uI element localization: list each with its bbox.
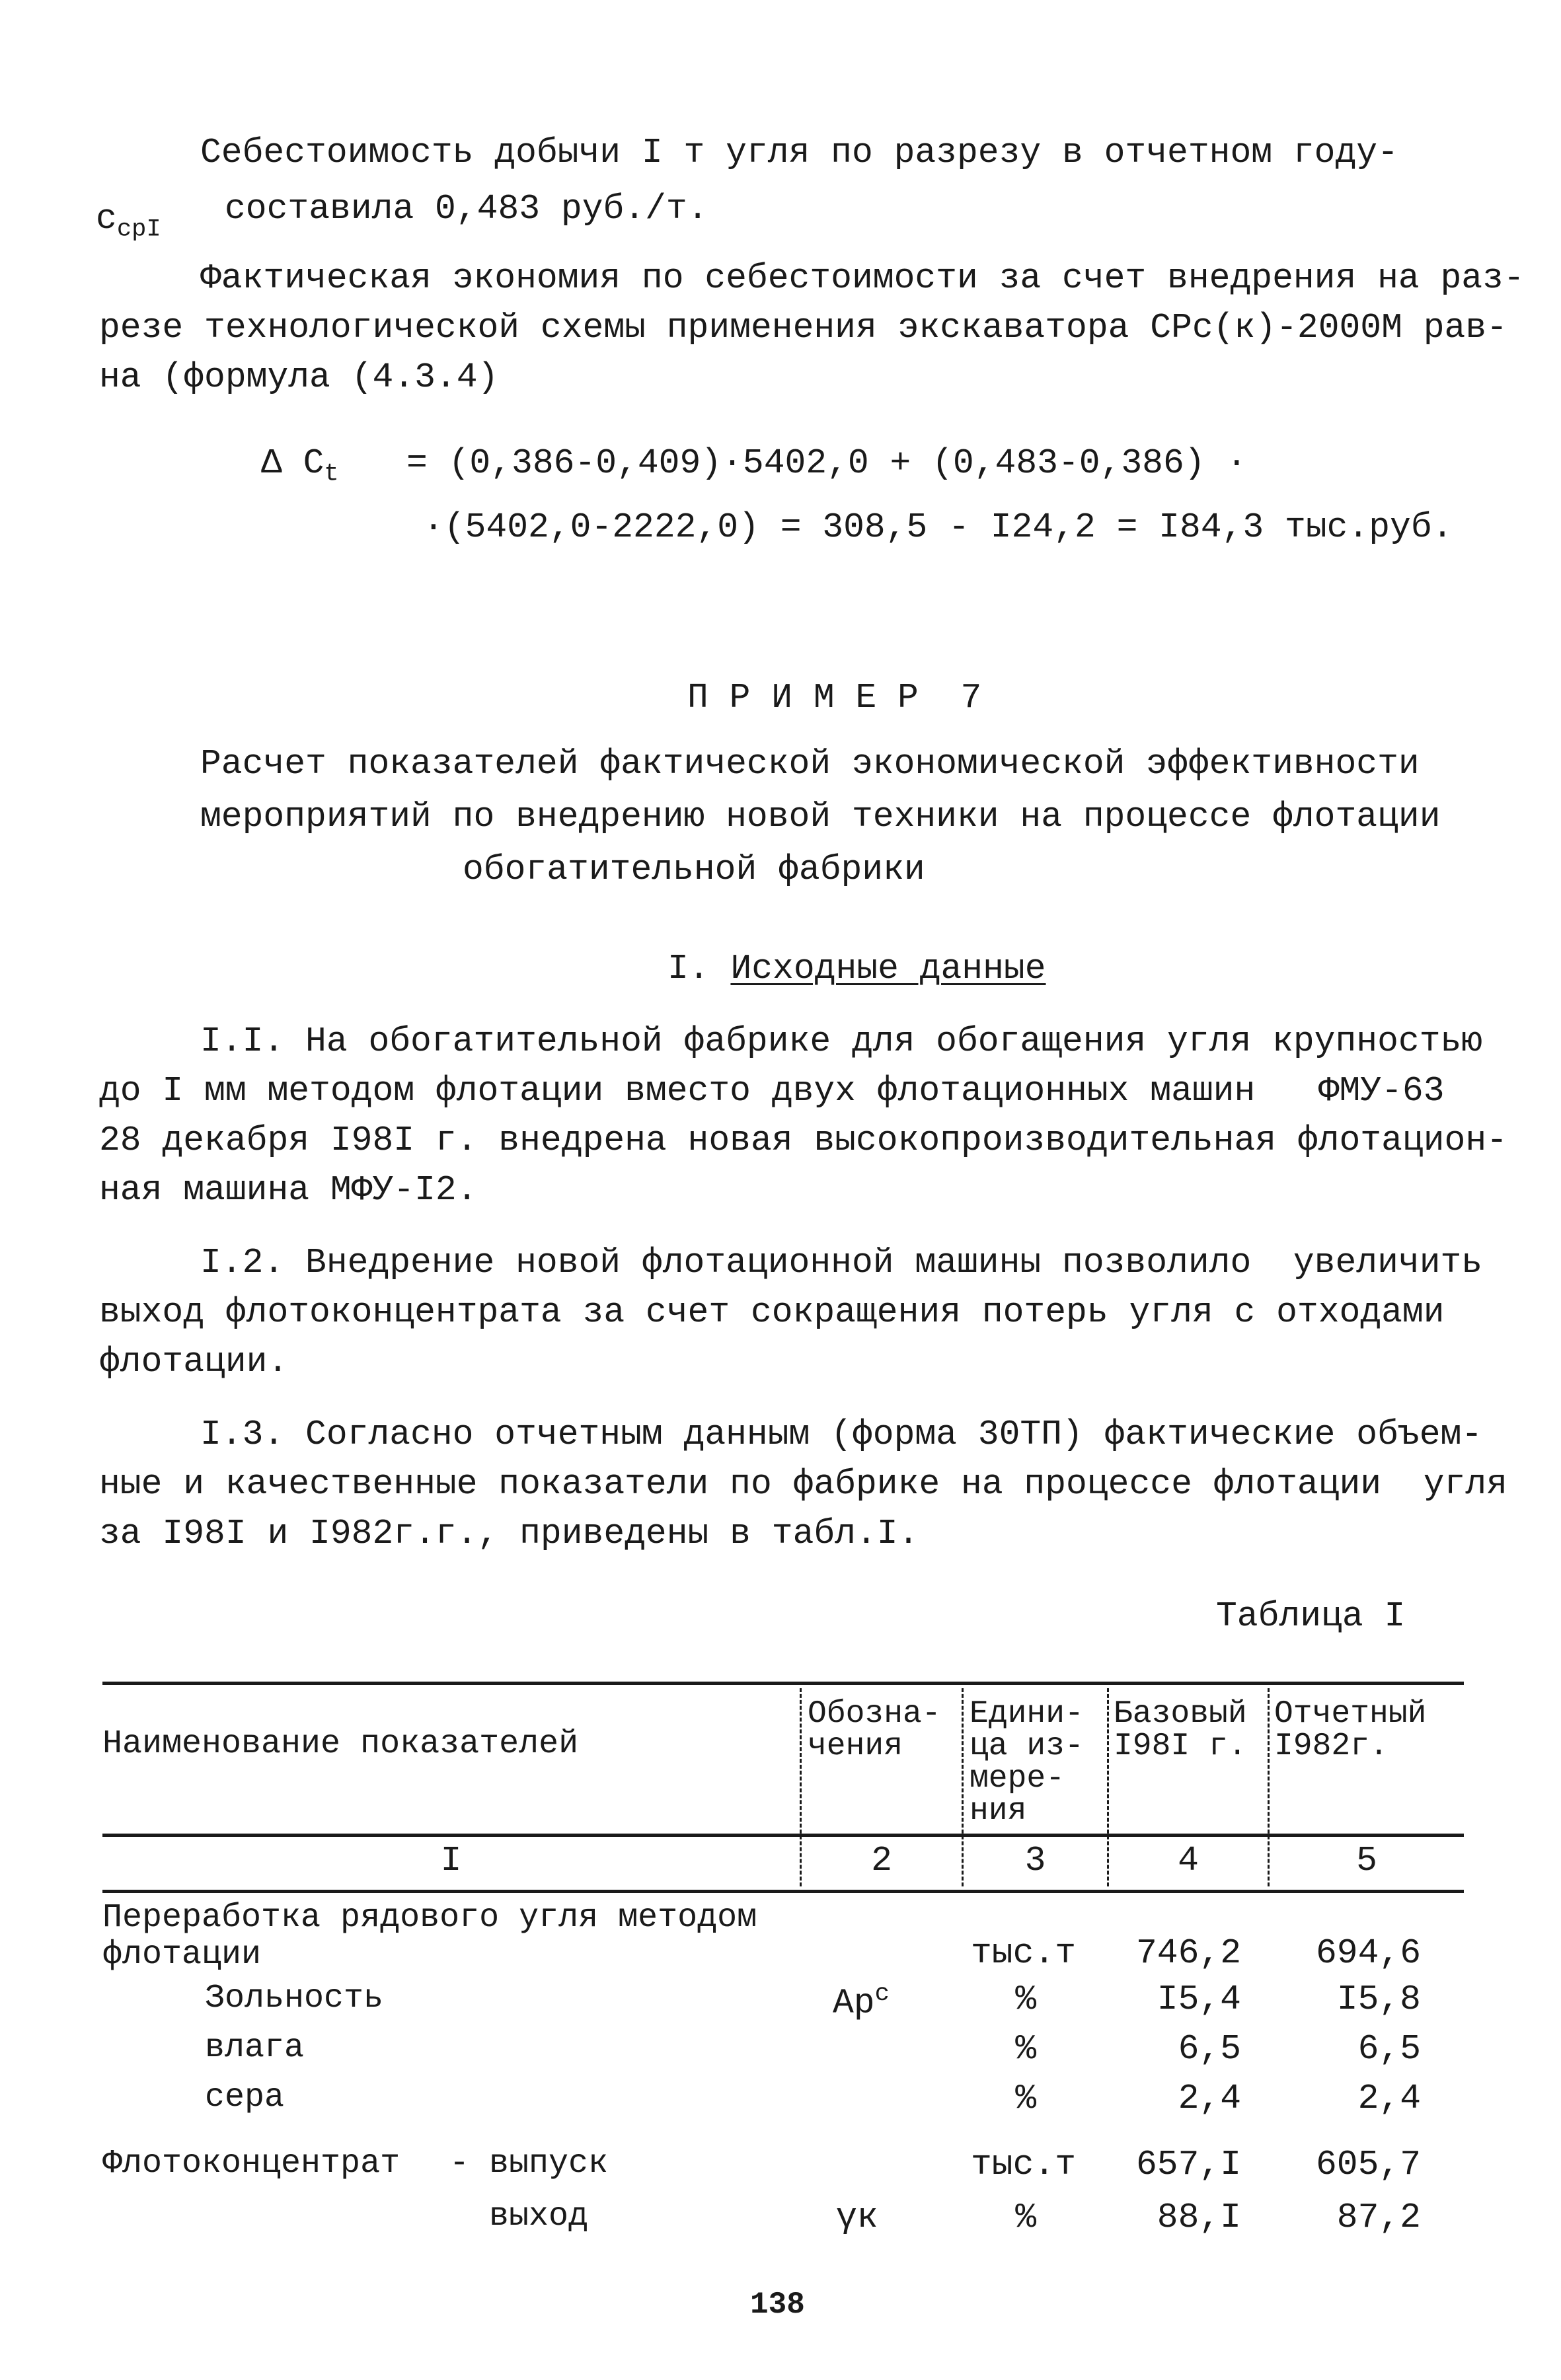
table-cell-base: 6,5: [1178, 2029, 1241, 2069]
table-cell-base: 2,4: [1178, 2079, 1241, 2118]
table-cell-report: I5,8: [1336, 1980, 1421, 2019]
table-row-name: Флотоконцентрат: [102, 2145, 400, 2182]
table-cell-unit: %: [1015, 2029, 1036, 2069]
header-report: Отчетный I982г.: [1274, 1696, 1427, 1764]
cost-symbol: $c_{срI}$: [96, 199, 161, 244]
table-header-rule: [102, 1834, 1464, 1837]
table-cell-unit: %: [1015, 1980, 1036, 2019]
text-line: резе технологической схемы применения экскаватора СРс(к)-2000М рав-: [99, 308, 1507, 348]
text-line: I.I. На обогатительной фабрике для обогащения угля крупностью: [200, 1022, 1483, 1061]
section-heading: I. Исходные данные: [667, 949, 1046, 988]
header-unit: Едини- ца из- мере- ния: [970, 1696, 1084, 1829]
column-number: 2: [871, 1841, 892, 1880]
table-cell-designation: $Ар^с$: [833, 1980, 890, 2023]
table-cell-report: 694,6: [1315, 1933, 1421, 1973]
table-caption: Таблица I: [1216, 1596, 1406, 1636]
text-line: Фактическая экономия по себестоимости за счет внедрения на раз-: [200, 258, 1525, 298]
text-line: ная машина МФУ-I2.: [99, 1170, 478, 1210]
column-number: 4: [1178, 1841, 1199, 1880]
table-row-name: сера: [205, 2079, 285, 2116]
text-line: ные и качественные показатели по фабрике на процессе флотации угля: [99, 1464, 1507, 1504]
table-cell-report: 2,4: [1357, 2079, 1421, 2118]
page-number: 138: [750, 2287, 805, 2322]
formula-line: ·(5402,0-2222,0) = 308,5 - I24,2 = I84,3 тыс.руб.: [423, 507, 1453, 547]
column-number: I: [440, 1841, 462, 1880]
text-line: составила 0,483 руб./т.: [225, 189, 708, 229]
table-cell-designation: γк: [836, 2198, 878, 2237]
table-row-name: Зольность: [205, 1980, 384, 2017]
example-heading: П Р И М Е Р 7: [687, 678, 982, 718]
table-cell-report: 6,5: [1357, 2029, 1421, 2069]
header-designation: Обозна- чения: [808, 1696, 941, 1764]
table-cell-unit: тыс.т: [970, 1933, 1076, 1973]
text-line: I.3. Согласно отчетным данным (форма 30ТП) фактические объем-: [200, 1415, 1483, 1454]
formula-lhs: Δ $C_t$: [261, 443, 339, 488]
table-cell-report: 605,7: [1315, 2145, 1421, 2184]
column-number: 3: [1024, 1841, 1046, 1880]
text-line: до I мм методом флотации вместо двух флотационных машин ФМУ-63: [99, 1071, 1445, 1111]
text-line: 28 декабря I98I г. внедрена новая высокопроизводительная флотацион-: [99, 1121, 1507, 1160]
table-cell-report: 87,2: [1336, 2198, 1421, 2237]
table-cell-unit: %: [1015, 2079, 1036, 2118]
text-line: на (формула (4.3.4): [99, 357, 499, 397]
example-title: Расчет показателей фактической экономической эффективности: [200, 744, 1420, 784]
table-cell-base: 88,I: [1157, 2198, 1241, 2237]
header-name: Наименование показателей: [102, 1725, 579, 1763]
table-cell-unit: тыс.т: [970, 2145, 1076, 2184]
table-top-rule: [102, 1682, 1464, 1685]
table-row-subname: - выпуск: [449, 2145, 609, 2182]
header-base: Базовый I98I г.: [1114, 1696, 1247, 1764]
column-number: 5: [1356, 1841, 1377, 1880]
table-row-name: Переработка рядового угля методом флотации: [102, 1899, 757, 1974]
text-line: выход флотоконцентрата за счет сокращения потерь угля с отходами: [99, 1292, 1445, 1332]
text-line: за I98I и I982г.г., приведены в табл.I.: [99, 1514, 919, 1553]
text-line: флотации.: [99, 1342, 289, 1382]
table-colnum-rule: [102, 1890, 1464, 1893]
table-cell-base: I5,4: [1157, 1980, 1241, 2019]
table-cell-base: 746,2: [1135, 1933, 1241, 1973]
table-row-name: влага: [205, 2029, 305, 2067]
table-row-subname: выход: [489, 2198, 589, 2235]
text-line: Себестоимость добычи I т угля по разрезу в отчетном году-: [200, 133, 1398, 172]
table-cell-base: 657,I: [1135, 2145, 1241, 2184]
formula-line: = (0,386-0,409)·5402,0 + (0,483-0,386) ·: [406, 443, 1248, 483]
table-cell-unit: %: [1015, 2198, 1036, 2237]
text-line: I.2. Внедрение новой флотационной машины позволило увеличить: [200, 1243, 1483, 1283]
example-title: мероприятий по внедрению новой техники на процессе флотации: [200, 797, 1441, 837]
example-title: обогатительной фабрики: [463, 850, 925, 889]
